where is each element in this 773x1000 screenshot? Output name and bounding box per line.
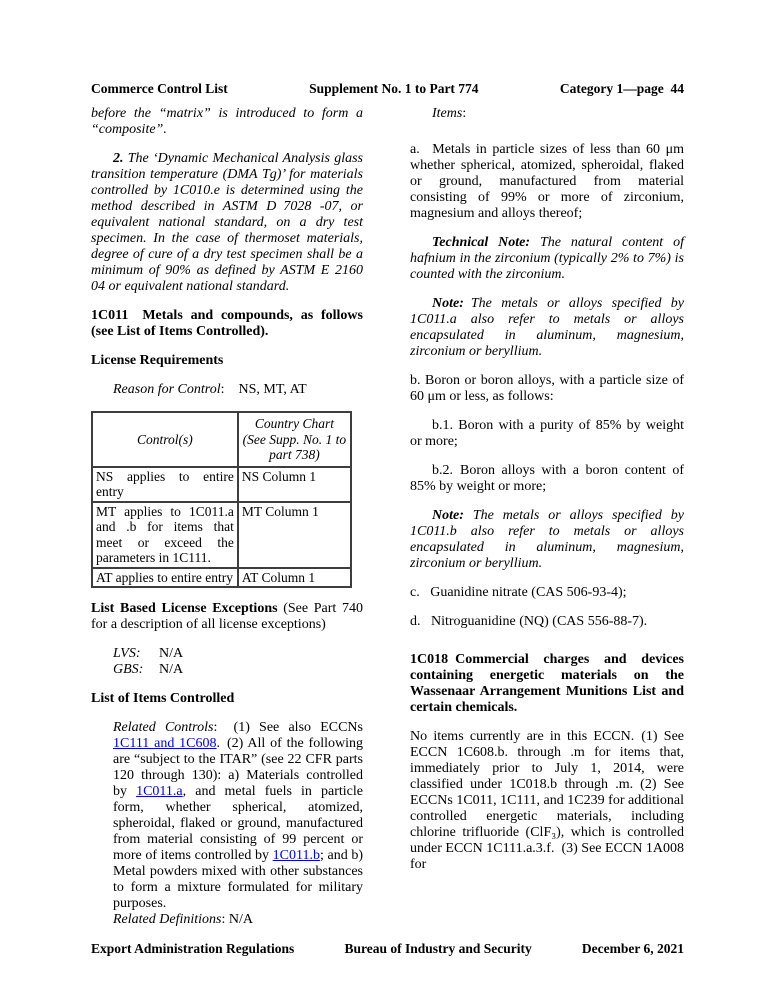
note-2-number: 2. (113, 151, 124, 166)
related-definitions-line (113, 912, 363, 928)
related-controls-paragraph (113, 720, 363, 912)
country-chart-header-cell: Country Chart (See Supp. No. 1 to part 738) (238, 412, 351, 467)
lvs-value: N/A (159, 646, 184, 661)
header-center-title: Supplement No. 1 to Part 774 (309, 81, 479, 96)
eccn-1c018-paragraph: No items currently are in this ECCN. (1) See ECCN 1C608.b. through .m for items that, immediately prior to July 1, 2014, were classified under 1C018.b through .m. (2) See ECCNs 1C011, 1C111, and 1C239 for additional controlled energetic materials, including chlorine trifluoride (ClF₃), which is controlled under ECCN 1C111.a.3.f. (3) See ECCN 1A008 for (410, 729, 684, 872)
license-exceptions-paragraph (91, 601, 363, 633)
related-definitions-value: : N/A (221, 912, 253, 927)
footer-left-title: Export Administration Regulations (91, 941, 295, 956)
eccn-1c011-heading: 1C011 Metals and compounds, as follows (see List of Items Controlled). (91, 308, 363, 339)
related-controls-seg4: ; and b) Metal powders mixed with other substances to form a mixture formulated for military purposes. (113, 848, 363, 911)
mt-control-cell: MT applies to 1C011.a and .b for items that meet or exceed the parameters in 1C111. (92, 502, 238, 568)
technical-note-label: Technical Note: (432, 235, 531, 250)
item-c-paragraph: c. Guanidine nitrate (CAS 506-93-4); (410, 585, 627, 600)
link-1c111-and-1c608[interactable]: 1C111 and 1C608 (113, 736, 217, 751)
note-1c011b-paragraph (410, 508, 684, 572)
gbs-value: N/A (159, 662, 184, 677)
reason-for-control-value: : NS, MT, AT (220, 382, 307, 397)
table-header-row (92, 412, 351, 467)
note-1c011a-label: Note: (432, 296, 464, 311)
header-left-title: Commerce Control List (91, 81, 228, 96)
at-chart-cell: AT Column 1 (238, 568, 351, 588)
link-1c011a[interactable]: 1C011.a (136, 784, 183, 799)
items-label: Items (432, 106, 463, 121)
related-controls-seg2: . (2) All of the following are “subject to the ITAR” (see 22 CFR parts 120 through 130): a) Materials controlled by (113, 736, 363, 799)
technical-note-paragraph (410, 235, 684, 283)
left-column (91, 106, 363, 928)
footer-center-title: Bureau of Industry and Security (344, 941, 532, 956)
lvs-line (113, 646, 363, 662)
license-exceptions-heading: List Based License Exceptions (91, 601, 278, 616)
reason-for-control-line (113, 382, 363, 398)
right-column (410, 106, 684, 886)
related-controls-seg3: , and metal fuels in particle form, whether spherical, atomized, spheroidal, flaked or ground, manufactured from material consisting of 99 percent or more of items controlled by (113, 784, 363, 863)
related-controls-seg1: : (1) See also ECCNs (213, 720, 363, 735)
page-header (91, 81, 684, 96)
technical-note-text: The natural content of hafnium in the zirconium (typically 2% to 7%) is counted with the zirconium. (410, 235, 684, 282)
license-requirements-heading: License Requirements (91, 353, 224, 368)
list-of-items-heading: List of Items Controlled (91, 691, 235, 706)
lvs-label: LVS: (113, 646, 141, 661)
items-heading-line (432, 106, 684, 122)
table-row-at (92, 568, 351, 588)
reason-for-control-label: Reason for Control (113, 382, 221, 397)
ns-control-cell: NS applies to entire entry (92, 467, 238, 502)
gbs-line (113, 662, 363, 678)
technical-note-2-paragraph (91, 151, 363, 295)
license-requirements-table (91, 411, 352, 588)
note-1c011a-paragraph (410, 296, 684, 360)
header-page-number: Category 1—page 44 (559, 81, 684, 96)
at-control-cell: AT applies to entire entry (92, 568, 238, 588)
note-1c011b-label: Note: (432, 508, 464, 523)
page-footer (91, 941, 684, 956)
note-2-text: The ‘Dynamic Mechanical Analysis glass transition temperature (DMA Tg)’ for materials controlled by 1C010.e is determined using the method described in ASTM D 7028 -07, or equivalent national standard, on a dry test specimen. In the case of thermoset materials, degree of cure of a dry test specimen shall be a minimum of 90% as defined by ASTM E 2160 04 or equivalent national standard. (91, 151, 363, 294)
controls-header-cell: Control(s) (92, 412, 238, 467)
link-1c011b[interactable]: 1C011.b (272, 848, 320, 863)
note-1c011a-text: The metals or alloys specified by 1C011.a also refer to metals or alloys encapsulated in aluminum, magnesium, zirconium or beryllium. (410, 296, 684, 359)
related-controls-label: Related Controls (113, 720, 214, 735)
note-1c011b-text: The metals or alloys specified by 1C011.b also refer to metals or alloys encapsulated in aluminum, magnesium, zirconium or beryllium. (410, 508, 684, 571)
gbs-label: GBS: (113, 662, 144, 677)
footer-date: December 6, 2021 (581, 941, 684, 956)
definition-continuation-text: before the “matrix” is introduced to form a “composite”. (91, 106, 363, 137)
item-a-paragraph: a. Metals in particle sizes of less than 60 μm whether spherical, atomized, spheroidal, flaked or ground, manufactured from material consisting of 99% or more of zirconium, magnesium and alloys thereof; (410, 142, 684, 221)
items-colon: : (462, 106, 467, 121)
item-b-paragraph: b. Boron or boron alloys, with a particle size of 60 μm or less, as follows: (410, 373, 684, 404)
item-b2-paragraph: b.2. Boron alloys with a boron content of 85% by weight or more; (410, 463, 684, 494)
ns-chart-cell: NS Column 1 (238, 467, 351, 502)
item-b1-paragraph: b.1. Boron with a purity of 85% by weight or more; (410, 418, 684, 449)
table-row-ns (92, 467, 351, 502)
mt-chart-cell: MT Column 1 (238, 502, 351, 568)
item-d-paragraph: d. Nitroguanidine (NQ) (CAS 556-88-7). (410, 614, 648, 629)
related-definitions-label: Related Definitions (113, 912, 222, 927)
license-exceptions-note: (See Part 740 for a description of all license exceptions) (91, 601, 363, 632)
eccn-1c018-heading: 1C018 Commercial charges and devices containing energetic materials on the Wassenaar Arrangement Munitions List and certain chemicals. (410, 652, 684, 715)
table-row-mt (92, 502, 351, 568)
